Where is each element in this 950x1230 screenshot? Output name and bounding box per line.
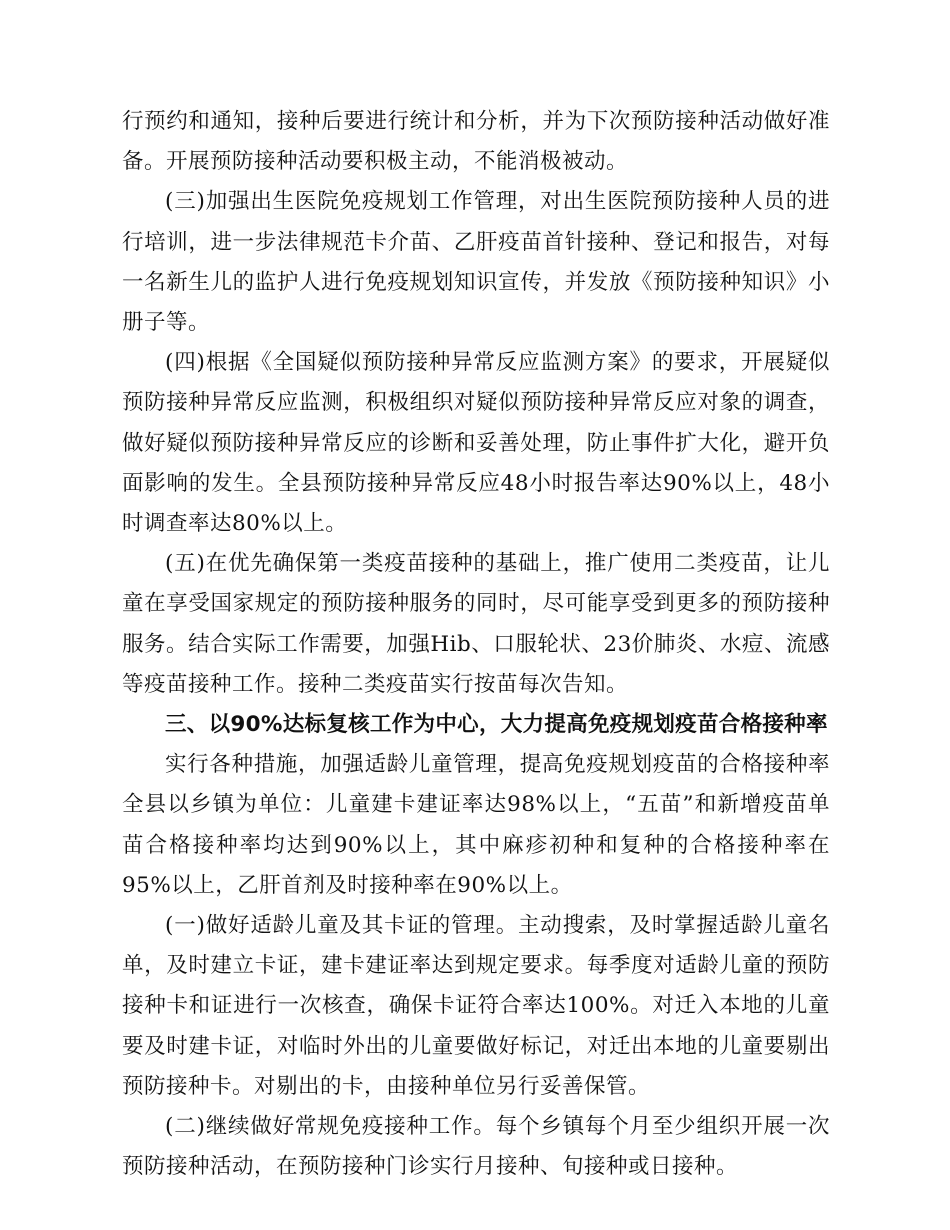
document-body	[122, 102, 830, 1187]
paragraph-item-3: (三)加强出生医院免疫规划工作管理，对出生医院预防接种人员的进行培训，进一步法律规范卡介苗、乙肝疫苗首针接种、登记和报告，对每一名新生儿的监护人进行免疫规划知识宣传，并发放《预防接种知识》小册子等。	[122, 189, 830, 336]
paragraph-item-2: (二)继续做好常规免疫接种工作。每个乡镇每个月至少组织开展一次预防接种活动，在预防接种门诊实行月接种、旬接种或日接种。	[122, 1114, 830, 1180]
paragraph-item-1: (一)做好适龄儿童及其卡证的管理。主动搜索，及时掌握适龄儿童名单，及时建立卡证，建卡建证率达到规定要求。每季度对适龄儿童的预防接种卡和证进行一次核查，确保卡证符合率达100%。对迁入本地的儿童要及时建卡证，对临时外出的儿童要做好标记，对迁出本地的儿童要剔出预防接种卡。对剔出的卡，由接种单位另行妥善保管。	[122, 913, 830, 1099]
section-heading: 三、以90%达标复核工作为中心，大力提高免疫规划疫苗合格接种率	[165, 712, 828, 738]
paragraph-item-4: (四)根据《全国疑似预防接种异常反应监测方案》的要求，开展疑似预防接种异常反应监测，积极组织对疑似预防接种异常反应对象的调查，做好疑似预防接种异常反应的诊断和妥善处理，防止事件扩大化，避开负面影响的发生。全县预防接种异常反应48小时报告率达90%以上，48小时调查率达80%以上。	[122, 350, 830, 537]
paragraph-continuation: 行预约和通知，接种后要进行统计和分析，并为下次预防接种活动做好准备。开展预防接种活动要积极主动，不能消极被动。	[122, 109, 830, 175]
paragraph-item-5: (五)在优先确保第一类疫苗接种的基础上，推广使用二类疫苗，让儿童在享受国家规定的预防接种服务的同时，尽可能享受到更多的预防接种服务。结合实际工作需要，加强Hib、口服轮状、23价肺炎、水痘、流感等疫苗接种工作。接种二类疫苗实行按苗每次告知。	[122, 551, 830, 697]
paragraph-section-intro: 实行各种措施，加强适龄儿童管理，提高免疫规划疫苗的合格接种率全县以乡镇为单位：儿童建卡建证率达98%以上，“五苗”和新增疫苗单苗合格接种率均达到90%以上，其中麻疹初种和复种的合格接种率在95%以上，乙肝首剂及时接种率在90%以上。	[122, 752, 830, 898]
